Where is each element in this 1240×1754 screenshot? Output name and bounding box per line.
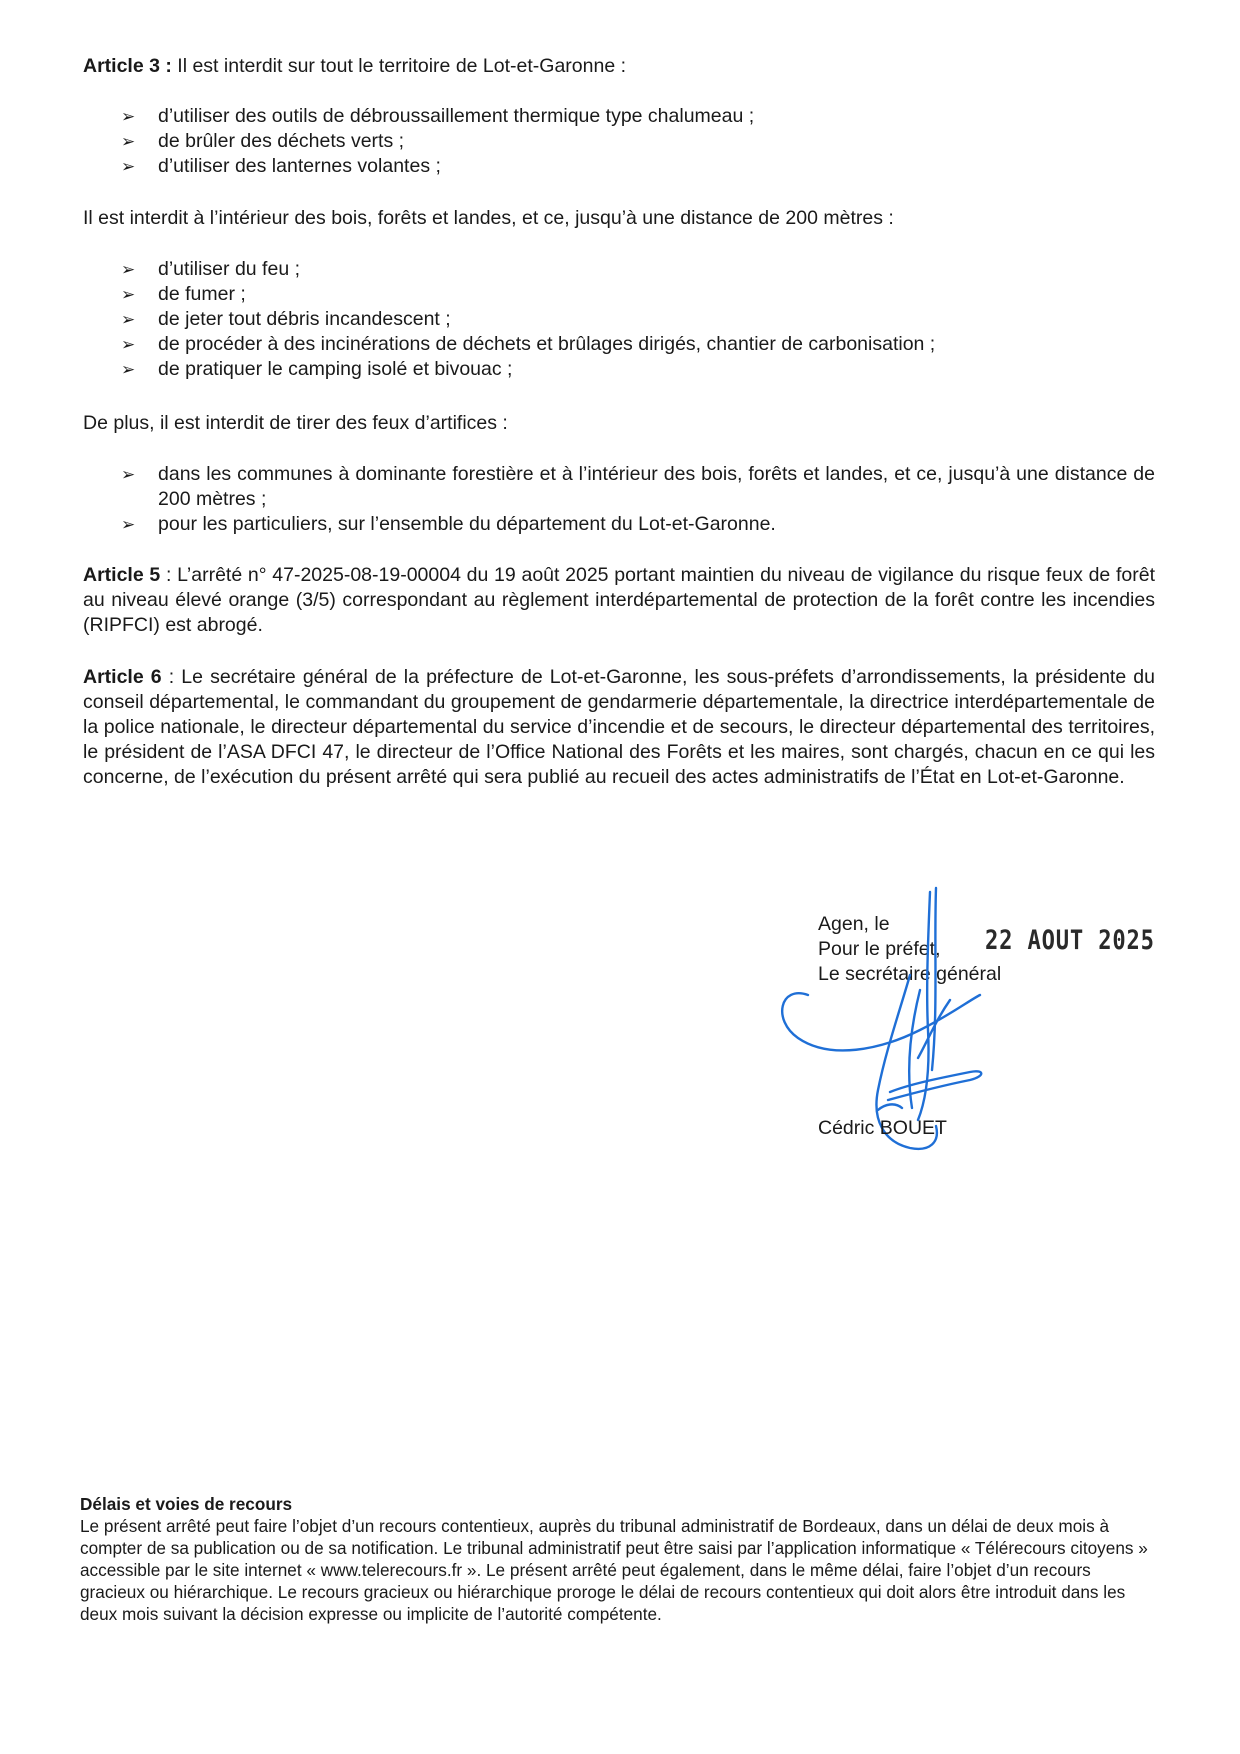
arrow-bullet-icon: ➢ — [121, 465, 136, 484]
fireworks-list — [83, 462, 1155, 537]
recourse-title: Délais et voies de recours — [80, 1494, 293, 1514]
article-6-text: : Le secrétaire général de la préfecture de Lot-et-Garonne, les sous-préfets d’arrondissements, la présidente du conseil départemental, le commandant du groupement de gendarmerie départementale, la directrice interdépartementale de la police nationale, le directeur départemental du service d’incendie et de secours, le directeur départemental des territoires, le président de l’ASA DFCI 47, le directeur de l’Office National des Forêts et les maires, sont chargés, chacun en ce qui les concerne, de l’exécution du présent arrêté qui sera publié au recueil des actes administratifs de l’État en Lot-et-Garonne. — [83, 666, 1155, 788]
arrow-bullet-icon: ➢ — [121, 310, 136, 329]
arrow-bullet-icon: ➢ — [121, 260, 136, 279]
list-item: ➢ pour les particuliers, sur l’ensemble du département du Lot-et-Garonne. — [121, 513, 776, 535]
article-6-label: Article 6 — [83, 666, 162, 688]
signature-role: Le secrétaire général — [818, 963, 1002, 985]
list-item: ➢ d’utiliser des outils de débroussaillement thermique type chalumeau ; — [121, 105, 755, 127]
signer-name: Cédric BOUET — [818, 1117, 947, 1139]
recourse-notice — [80, 1493, 1160, 1625]
list-item: ➢ de pratiquer le camping isolé et bivouac ; — [121, 358, 513, 380]
article-5-text: : L’arrêté n° 47-2025-08-19-00004 du 19 août 2025 portant maintien du niveau de vigilance du risque feux de forêt au niveau élevé orange (3/5) correspondant au règlement interdépartemental de protection de la forêt contre les incendies (RIPFCI) est abrogé. — [83, 564, 1156, 636]
arrow-bullet-icon: ➢ — [121, 107, 136, 126]
list-item: ➢ de brûler des déchets verts ; — [121, 130, 405, 152]
fireworks-intro: De plus, il est interdit de tirer des feux d’artifices : — [83, 412, 508, 434]
list-item: ➢ de fumer ; — [121, 283, 246, 305]
arrow-bullet-icon: ➢ — [121, 335, 136, 354]
signature-for: Pour le préfet, — [818, 938, 941, 960]
list-item: ➢ dans les communes à dominante forestière et à l’intérieur des bois, forêts et landes, et ce, jusqu’à une distance de 200 mètres ; — [121, 463, 1155, 510]
date-stamp: 22 AOUT 2025 — [985, 925, 1155, 956]
arrow-bullet-icon: ➢ — [121, 360, 136, 379]
arrow-bullet-icon: ➢ — [121, 157, 136, 176]
signature-place: Agen, le — [818, 913, 890, 935]
article-3-intro: Il est interdit sur tout le territoire de Lot-et-Garonne : — [171, 55, 627, 77]
list-item: ➢ d’utiliser du feu ; — [121, 258, 300, 280]
woods-intro: Il est interdit à l’intérieur des bois, forêts et landes, et ce, jusqu’à une distance de 200 mètres : — [83, 207, 894, 229]
article-3-list — [83, 104, 1155, 179]
woods-list — [83, 257, 1155, 382]
recourse-text: Le présent arrêté peut faire l’objet d’un recours contentieux, auprès du tribunal administratif de Bordeaux, dans un délai de deux mois à compter de sa publication ou de sa notification. Le tribunal administratif peut être saisi par l’application informatique « Télérecours citoyens » accessible par le site internet « www.telerecours.fr ». Le présent arrêté peut également, dans le même délai, faire l’objet d’un recours gracieux ou hiérarchique. Le recours gracieux ou hiérarchique proroge le délai de recours contentieux qui doit alors être introduit dans les deux mois suivant la décision expresse ou implicite de l’autorité compétente. — [80, 1516, 1148, 1624]
arrow-bullet-icon: ➢ — [121, 132, 136, 151]
arrow-bullet-icon: ➢ — [121, 285, 136, 304]
bullet-list — [83, 257, 1155, 382]
article-3 — [83, 54, 1155, 79]
arrow-bullet-icon: ➢ — [121, 515, 136, 534]
article-5 — [83, 563, 1155, 638]
list-item: ➢ de procéder à des incinérations de déchets et brûlages dirigés, chantier de carbonisation ; — [121, 333, 936, 355]
list-item: ➢ d’utiliser des lanternes volantes ; — [121, 155, 441, 177]
article-6 — [83, 665, 1155, 790]
bullet-list — [83, 462, 1155, 537]
article-3-label: Article 3 : — [83, 55, 172, 77]
article-5-label: Article 5 — [83, 564, 161, 586]
list-item: ➢ de jeter tout débris incandescent ; — [121, 308, 451, 330]
bullet-list — [83, 104, 1155, 179]
